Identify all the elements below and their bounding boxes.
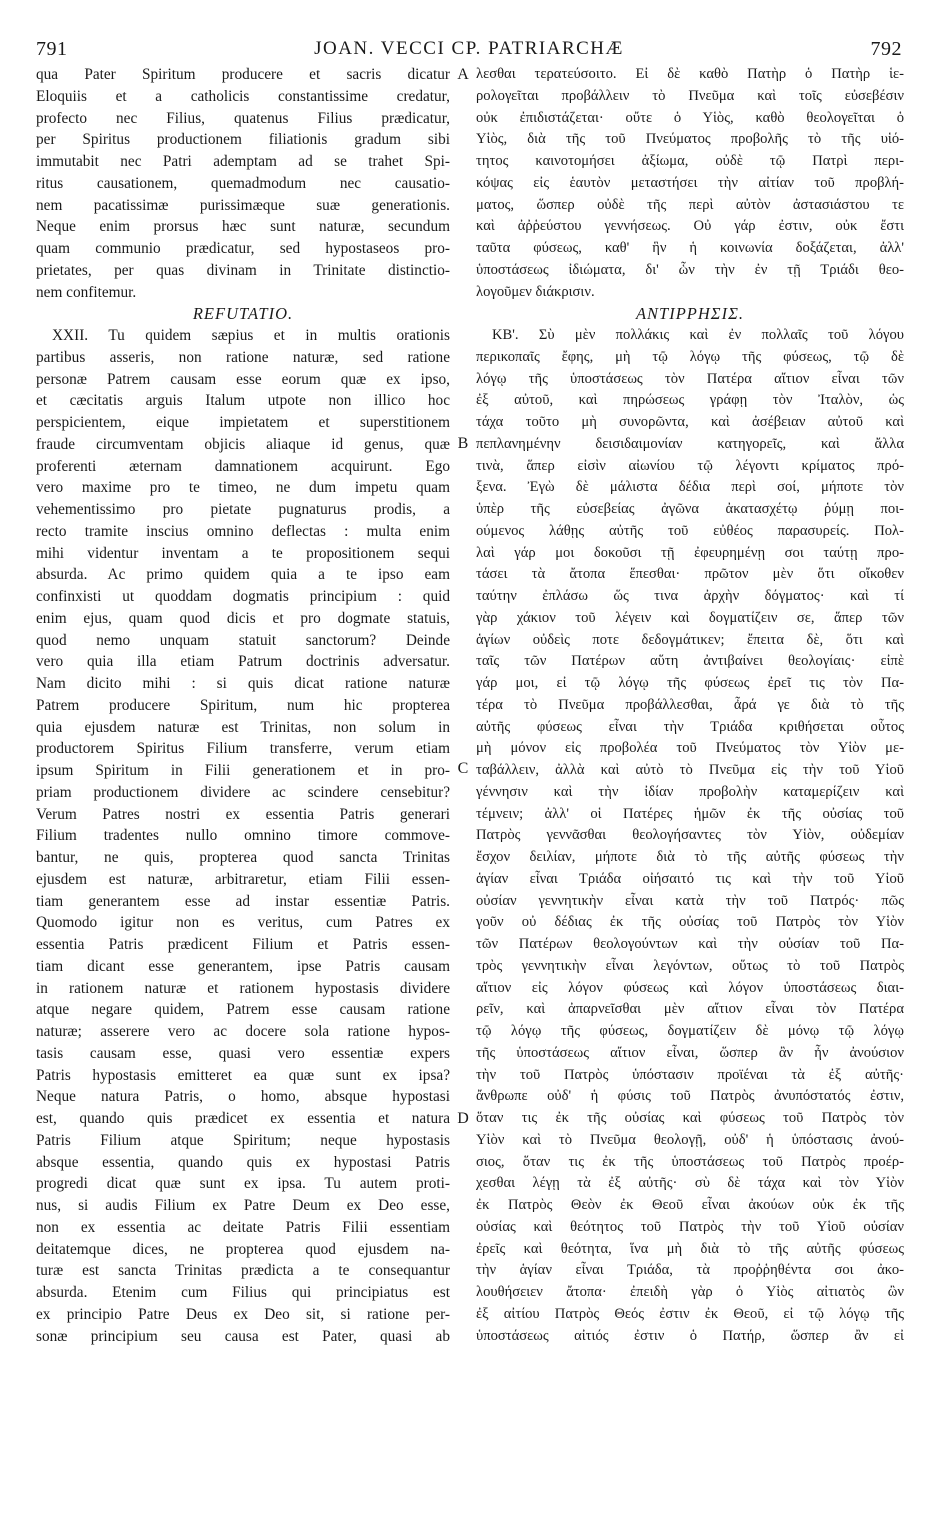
text-line: τρὸς γεννητικὴν εἶναι λεγόντων, οὕτως τὸ τοῦ Πατρὸς xyxy=(476,957,904,974)
text-line: αὐτῆς φύσεως εἶναι τὴν Τριάδα κριθήσεται οὗτος xyxy=(476,718,904,735)
latin-intro-paragraph xyxy=(36,64,450,303)
text-line: γάρ μοι, εἰ τῷ λόγῳ τῆς φύσεως ἐρεῖ τις τὸν Πα- xyxy=(476,675,904,691)
greek-intro-paragraph xyxy=(476,64,904,303)
margin-letter-b: B xyxy=(457,435,469,452)
margin-letter-a: A xyxy=(457,66,469,83)
text-line: χεσθαι λέγῃ τὰ ἐξ αὐτῆς· σὺ δὲ τάχα καὶ τὸν Υἱὸν xyxy=(476,1175,904,1192)
text-line: τινὰ, ἅπερ εἰσὶν αἰωνίου τῷ λέγοντι κρίματος πρό- xyxy=(476,457,904,474)
text-line: ούμενος λάθῃς αὐτῆς τοῦ εὐθέος παρασυρείς. Πολ- xyxy=(476,522,904,539)
text-line: Patris Filium atque Spiritum; neque hypostasis xyxy=(36,1131,450,1149)
text-line: vehementissimo pro pietate pugnaturus prodis, a xyxy=(36,501,450,518)
text-line: perspicientem, eique impietatem et superstitionem xyxy=(36,414,450,431)
text-line: quia ejusdem naturæ est Trinitas, non solum in xyxy=(36,718,450,736)
text-line: ξενα. Ἐγὼ δὲ μάλιστα δέδια περὶ σοί, μήποτε τὸν xyxy=(476,479,904,496)
text-line: τὴν τοῦ Πατρὸς ὑπόστασιν προϊέναι τὰ ἐξ αὐτῆς· xyxy=(476,1066,904,1083)
text-line: productorem Spiritus Filium transferre, verum etiam xyxy=(36,740,450,758)
margin-letter-c: C xyxy=(457,760,469,777)
text-line: proferenti æternam damnationem acquirunt. Ego xyxy=(36,457,450,475)
text-line: αἴτιον εἰς λόγον φύσεως καὶ λόγον ὑποστάσεως διαι- xyxy=(476,979,904,996)
text-line: confinxisti ut quoddam dogmatis principium : quid xyxy=(36,588,450,605)
text-line: οὐκ ἐπιδιστάζεται· οὔτε ὁ Υἱὸς, καθὸ θεολογεῖται ὁ xyxy=(476,109,904,126)
text-line: τητος καινοτομήσει ἀξίωμα, οὐδὲ τῷ Πατρὶ περι- xyxy=(476,153,904,169)
text-line: τῆς ὑποστάσεως αἴτιον εἶναι, ὥσπερ ἂν ἦν ἀνούσιον xyxy=(476,1044,904,1061)
text-line: ἐρεῖς καὶ θεότητα, ἵνα μὴ διὰ τὸ τῆς αὐτῆς φύσεως xyxy=(476,1240,904,1257)
text-line: Υἱὸν καὶ τὸ Πνεῦμα θεολογῇ, οὐδ' ἡ ὑπόστασις ἀνού- xyxy=(476,1131,904,1148)
text-line: quod nemo unquam statuit sanctorum? Deinde xyxy=(36,631,450,649)
text-line: ταβάλλειν, ἀλλὰ καὶ αὐτὸ τὸ Πνεῦμα εἰς τὴν τοῦ Υἱοῦ xyxy=(476,762,904,778)
margin-letter-d: D xyxy=(457,1110,469,1127)
text-line: ρεῖν, καὶ ἀπαρνεῖσθαι μὲν αἴτιον εἶναι τὸν Πατέρα xyxy=(476,1001,904,1018)
text-line: absurda. Ac primo quidem quia a te ipso eam xyxy=(36,566,450,584)
latin-body-paragraph xyxy=(36,325,450,1347)
text-line: τέρα τὸ Πνεῦμα προβάλλεσθαι, ἆρά γε διὰ τὸ τῆς xyxy=(476,696,904,713)
text-line: nus, si audis Filium ex Patre Deum ex Deo esse, xyxy=(36,1197,450,1214)
text-line: λεσθαι τερατεύσοιτο. Εἰ δὲ καθὸ Πατὴρ ὁ Πατὴρ ἱε- xyxy=(476,66,904,82)
text-line: καὶ ἀῤῥεύστου γεννήσεως. Οὐ γάρ ἐστιν, οὐκ ἔστι xyxy=(476,218,904,235)
text-line: prietates, per quas divinam in Trinitate distinctio- xyxy=(36,261,450,279)
text-line: immutabit nec Patri ademptam ad se trahet Spi- xyxy=(36,153,450,170)
text-line: Πατρὸς γεννᾶσθαι θεολογήσαντες τὸν Υἱὸν, οὐδεμίαν xyxy=(476,827,904,844)
text-line: nem pacatissimæ purissimæque suæ generationis. xyxy=(36,196,450,214)
text-line: mihi videntur inventam a te propositionem sequi xyxy=(36,544,450,562)
text-line: Verum Patres nostri ex essentia Patris generari xyxy=(36,805,450,823)
text-line: profecto nec Filius, quatenus Filius prædicatur, xyxy=(36,109,450,127)
text-line: sonæ principium seu causa est Pater, quasi ab xyxy=(36,1327,450,1345)
text-line: in rationem naturæ et rationem hypostasis dividere xyxy=(36,979,450,997)
text-line: Patrem producere Spiritum, num hic propterea xyxy=(36,696,450,714)
text-line: vero maxime pro te timeo, ne dum impetu quam xyxy=(36,479,450,497)
text-line: bantur, ne quis, propterea quod sancta Trinitas xyxy=(36,849,450,866)
text-line: Filium tradentes nullo omnino timore commove- xyxy=(36,827,450,845)
text-line: personæ Patrem causam esse eorum quæ ex ipso, xyxy=(36,370,450,388)
running-title: JOAN. VECCI CP. PATRIARCHÆ xyxy=(314,38,624,59)
greek-heading: ΑΝΤΙΡΡΗΣΙΣ. xyxy=(635,304,745,324)
text-line: ταῦτα φύσεως, καθ' ἣν ἡ κοινωνία δοξάζεται, ἀλλ' xyxy=(476,240,904,256)
text-line: ΚΒ'. Σὺ μὲν πολλάκις καὶ ἐν πολλαῖς τοῦ λόγου xyxy=(492,327,904,343)
text-line: XXII. Tu quidem sæpius et in multis orationis xyxy=(52,327,450,344)
text-line: ταύτην ἐπλάσω ὥς τινα ἀρχὴν δόγματος· καὶ τί xyxy=(476,588,904,604)
text-line: nem confitemur. xyxy=(36,283,137,301)
page-number-right: 792 xyxy=(870,38,902,60)
text-line: ἁγίαν εἶναι Τριάδα οἰήσαιτό τις καὶ τὴν τοῦ Υἱοῦ xyxy=(476,870,904,887)
text-line: τὴν ἁγίαν εἶναι Τριάδα, τὰ προῤῥηθέντα σοι ἀκο- xyxy=(476,1262,904,1279)
text-line: non ex essentia ac deitate Patris Filii essentiam xyxy=(36,1218,450,1236)
text-line: οὐσίαν γεννητικὴν εἶναι κατὰ τὴν τοῦ Πατρός· πῶς xyxy=(476,892,904,909)
text-line: enim ejus, quam quod dicis et pro dogmate statuis, xyxy=(36,609,450,627)
text-line: περικοπαῖς ἔφης, μὴ τῷ λόγῳ τῆς φύσεως, τῷ δὲ xyxy=(476,348,904,365)
text-line: λαὶ γάρ μοι δοκοῦσι τῇ ἐφευρημένῃ σοι ταύτῃ προ- xyxy=(476,544,904,561)
page-number-left: 791 xyxy=(36,38,68,60)
text-line: essentia Patris prædicent Filium et Patris essen- xyxy=(36,936,450,953)
text-line: fraude circumventam objicis aliaque id genus, quæ xyxy=(36,435,450,453)
text-line: absurda. Etenim cum Filius qui principiatus est xyxy=(36,1284,450,1301)
text-line: γέννησιν καὶ τὴν ἰδίαν προβολὴν καταμερίζειν καὶ xyxy=(476,783,904,800)
text-line: progredi dicat quæ sunt ex ipsa. Tu autem proti- xyxy=(36,1175,450,1193)
text-line: μὴ μόνον εἰς προβολέα τοῦ Πνεύματος τὸν Υἱὸν με- xyxy=(476,740,904,757)
text-line: tasis causam esse, quasi vero essentiæ expers xyxy=(36,1044,450,1062)
text-line: ipsum Spiritum in Filii generationem et in pro- xyxy=(36,762,450,779)
text-line: κόψας εἰς ἑαυτὸν μεταστήσει τὴν αἰτίαν τοῦ προβλή- xyxy=(476,174,904,191)
text-line: ejusdem est naturæ, arbitraretur, etiam Filii essen- xyxy=(36,870,450,888)
text-line: per Spiritus productionem filiationis gradum sibi xyxy=(36,131,450,149)
text-line: et cæcitatis arguis Italum utpote non illico hoc xyxy=(36,392,450,410)
text-line: ταῖς τῶν Πατέρων αὕτη ἀντιβαίνει θεολογίαις· εἰπὲ xyxy=(476,653,904,670)
text-line: partibus asseris, non ratione naturæ, sed ratione xyxy=(36,348,450,366)
text-line: recto tramite inscius omnino deflectas : multa enim xyxy=(36,522,450,540)
text-line: πεπλανημένην δεισιδαιμονίαν κατηγορεῖς, καὶ ἄλλα xyxy=(476,435,904,452)
text-line: est, quando quis prædicet ex essentia et natura xyxy=(36,1110,450,1127)
page-header xyxy=(36,34,902,64)
text-line: τάσει τὰ ἄτοπα ἕπεσθαι· πρῶτον μὲν ὅτι οἴκοθεν xyxy=(476,566,904,583)
text-line: ex principio Patre Deus ex Deo sit, si ratione per- xyxy=(36,1305,450,1323)
text-line: γοῦν οὐ δέδιας ἐκ τῆς οὐσίας τοῦ Πατρὸς τὸν Υἱὸν xyxy=(476,914,904,931)
latin-heading: REFUTATIO. xyxy=(192,304,294,324)
text-line: ritus causationem, quemadmodum nec causatio- xyxy=(36,174,450,192)
text-line: ἄνθρωπε οὐδ' ἡ φύσις τοῦ Πατρὸς ἀνυπόστατός ἐστιν, xyxy=(476,1088,904,1105)
text-line: λουθήσειεν ἄτοπα· ἐπειδὴ γὰρ ὁ Υἱὸς αἰτιατὸς ὢν xyxy=(476,1284,904,1300)
text-line: turæ est sancta Trinitas prædicta a te consequantur xyxy=(36,1262,450,1280)
text-line: tiam generantem esse ad instar essentiæ Patris. xyxy=(36,892,450,910)
text-line: naturæ; asserere vero ac docere sola ratione hypos- xyxy=(36,1023,450,1040)
text-line: οὐσίας καὶ θεότητος τοῦ Πατρὸς τὴν τοῦ Υἱοῦ οὐσίαν xyxy=(476,1218,904,1235)
text-line: Eloquiis et a catholicis constantissime credatur, xyxy=(36,87,450,105)
text-line: absque essentia, quando quis ex hypostasi Patris xyxy=(36,1153,450,1171)
text-line: ἐξ αὐτοῦ, καὶ πηρώσεως γράφῃ τὸν Ἰταλὸν, ὡς xyxy=(476,392,904,409)
text-line: τέμνειν; ἀλλ' οἱ Πατέρες ἡμῶν ἐκ τῆς οὐσίας τοῦ xyxy=(476,805,904,822)
text-line: Neque enim prorsus hæc sunt naturæ, secundum xyxy=(36,218,450,236)
text-line: τῷ λόγῳ τῆς φύσεως, δογματίζειν δὲ μόνῳ τῷ λόγῳ xyxy=(476,1023,904,1039)
text-line: Patris hypostasis emitteret ea quæ sunt ex ipsa? xyxy=(36,1066,450,1084)
text-line: ματος, ὥσπερ οὐδὲ τῆς περὶ αὐτὸν ἀστασιάστου τε xyxy=(476,196,904,213)
text-line: ὑποστάσεως αἰτιός ἐστιν ὁ Πατήρ, ὥσπερ ἂν εἰ xyxy=(476,1327,904,1344)
text-line: vero quia illa etiam Patrum doctrinis adversatur. xyxy=(36,653,450,671)
text-line: qua Pater Spiritum producere et sacris dicatur xyxy=(36,66,450,83)
text-line: γὰρ χάκιον τοῦ λέγειν καὶ δογματίζειν σε, ἅπερ τῶν xyxy=(476,609,904,626)
text-line: Υἱὸς, διὰ τῆς τοῦ Πνεύματος προβολῆς τὸ τῆς υἱό- xyxy=(476,131,904,148)
text-line: deitatemque dices, ne propterea quod ejusdem na- xyxy=(36,1240,450,1258)
text-line: Quomodo igitur non es veritus, cum Patres ex xyxy=(36,914,450,932)
text-line: ἐξ αἰτίου Πατρὸς Θεός ἐστιν ἐκ Θεοῦ, εἰ τῷ λόγῳ τῆς xyxy=(476,1305,904,1322)
text-line: ἔσχον δειλίαν, μήποτε διὰ τὸ τῆς αὐτῆς φύσεως τὴν xyxy=(476,849,904,865)
text-line: ἁγίων οὐδεὶς ποτε δεδογμάτικεν; ἔπειτα δὲ, ὅτι καὶ xyxy=(476,631,904,648)
text-line: atque negare quidem, Patrem esse causam ratione xyxy=(36,1001,450,1019)
text-line: quam communio prædicatur, sed hypostaseos pro- xyxy=(36,240,450,257)
text-line: τάχα τοῦτο μὴ συνορῶντα, καὶ ἀσέβειαν αὐτοῦ καὶ xyxy=(476,414,904,430)
text-line: ὑποστάσεως ἰδιώματα, δι' ὧν τὴν ἐν τῇ Τριάδι θεο- xyxy=(476,261,904,278)
text-line: Neque natura Patris, o homo, absque hypostasi xyxy=(36,1088,450,1106)
text-line: Nam dicito mihi : si quis dicat ratione naturæ xyxy=(36,675,450,692)
text-line: σιος, ὅταν τις ἐκ τῆς ὑποστάσεως τοῦ Πατρὸς προέρ- xyxy=(476,1153,904,1170)
text-line: λογοῦμεν διάκρισιν. xyxy=(476,283,595,300)
text-line: tiam dicant esse generantem, ipse Patris causam xyxy=(36,957,450,975)
text-line: λόγῳ τῆς ὑποστάσεως τὸν Πατέρα αἴτιον εἶναι τῶν xyxy=(476,370,904,387)
text-line: ὑπὲρ τῆς εὐσεβείας ἀγῶνα ἀκατασχέτῳ ῥύμῃ ποι- xyxy=(476,501,904,517)
greek-body-paragraph xyxy=(476,325,904,1347)
text-line: priam productionem dividere ac scindere censebitur? xyxy=(36,783,450,801)
latin-column xyxy=(36,64,450,1347)
text-line: ρολογεῖται προβάλλειν τὸ Πνεῦμα καὶ τοῖς εὐσεβέσιν xyxy=(476,87,904,104)
text-line: τῶν Πατέρων θεολογούντων καὶ τὴν οὐσίαν τοῦ Πα- xyxy=(476,936,904,952)
text-line: ὅταν τις ἐκ τῆς οὐσίας καὶ φύσεως τοῦ Πατρὸς τὸν xyxy=(476,1110,904,1126)
greek-column xyxy=(476,64,904,1347)
text-line: ἐκ Πατρὸς Θεὸν ἐκ Θεοῦ εἶναι ἀκούων οὐκ ἐκ τῆς xyxy=(476,1197,904,1213)
